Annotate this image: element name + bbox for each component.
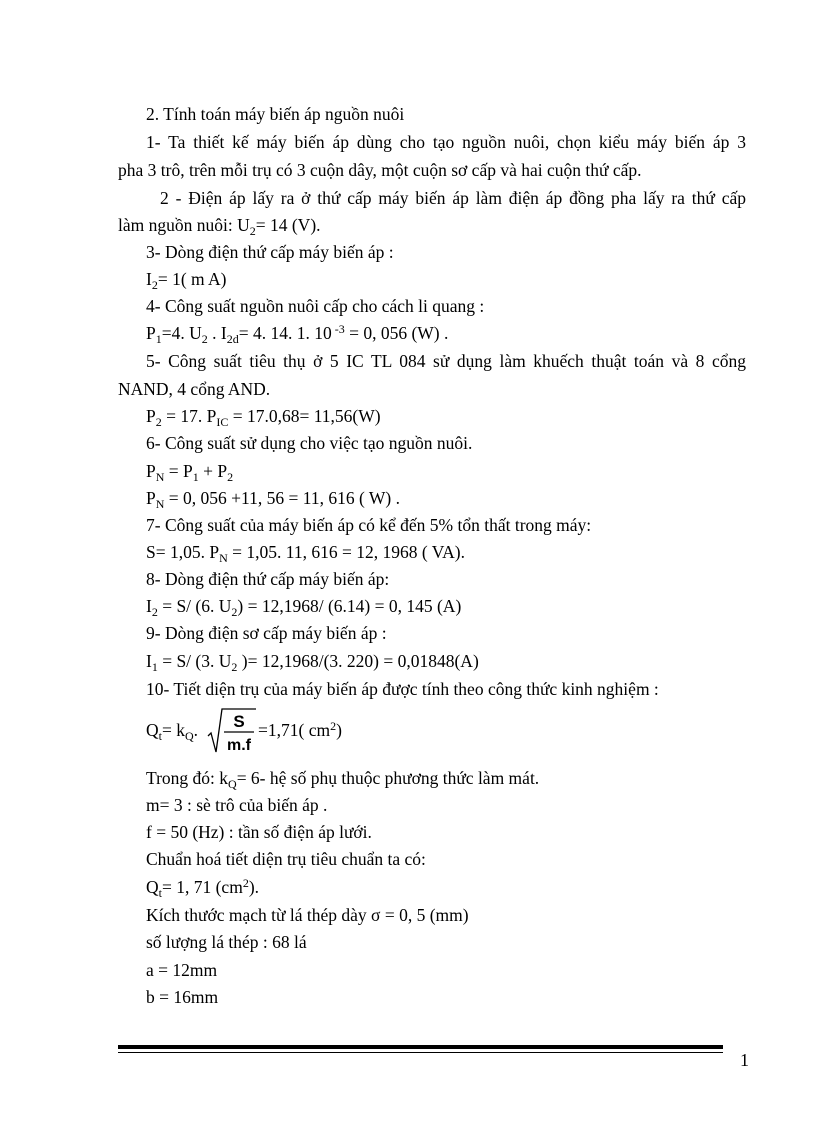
formula-i2-secondary: $I_2 = S/$ (6. $U_2) = 12,1968/$ (6.14) = 0, 145 (A) (146, 596, 462, 619)
square-root-symbol (206, 706, 256, 756)
section-heading: 2. Tính toán máy biến áp nguồn nuôi (146, 104, 405, 124)
formula-pn-sum: $P_N = P_1 + P_2$ (146, 461, 234, 484)
paragraph-5-line-2: NAND, 4 cổng AND. (118, 379, 271, 399)
dimension-a: a = 12mm (146, 960, 218, 980)
formula-p1: $P_1=4$. $U_2$ . $I_{2d}= 4$. 14. 1. 10 $^{-3}$ = 0, 056 (W) . (146, 322, 449, 346)
paragraph-9-title: 9- Dòng điện sơ cấp máy biến áp : (146, 623, 387, 643)
dimension-b: b = 16mm (146, 987, 219, 1007)
paragraph-6-title: 6- Công suất sử dụng cho việc tạo nguồn nuôi. (146, 433, 473, 453)
page-number: 1 (740, 1050, 749, 1070)
m-definition: m= 3 : sè trô của biến áp . (146, 795, 328, 815)
paragraph-1-line-1: 1- Ta thiết kế máy biến áp dùng cho tạo nguồn nuôi, chọn kiểu máy biến áp 3 (146, 132, 746, 152)
paragraph-10-title: 10- Tiết diện trụ của máy biến áp được tính theo công thức kinh nghiệm : (146, 679, 659, 699)
paragraph-5-line-1: 5- Công suất tiêu thụ ở 5 IC TL 084 sử dụng làm khuếch thuật toán và 8 cổng (146, 351, 746, 371)
formula-pn-value: $P_N = 0$, 056 +11, 56 = 11, 616 ( W) . (146, 488, 400, 511)
fraction-denominator: m.f (227, 737, 251, 754)
fraction-numerator: S (233, 712, 245, 731)
formula-qt-standard: $Q_t= 1$, 71 $(cm^2)$. (146, 876, 260, 900)
sheet-count-line: số lượng lá thép : 68 lá (146, 932, 307, 952)
core-size-line: Kích thước mạch từ lá thép dày σ = 0, 5 (mm) (146, 905, 469, 925)
formula-p2: $P_2 = 17$. $P_{IC} = 17.0,68= 11,56(W)$ (146, 406, 381, 429)
formula-qt-sqrt (146, 706, 446, 756)
paragraph-4-title: 4- Công suất nguồn nuôi cấp cho cách li quang : (146, 296, 485, 316)
formula-i2: $I_2= 1$( m A) (146, 269, 227, 292)
formula-qt-prefix: $Q_t= k_Q$. (146, 720, 199, 743)
paragraph-3-title: 3- Dòng điện thứ cấp máy biến áp : (146, 242, 394, 262)
standardize-line: Chuẩn hoá tiết diện trụ tiêu chuẩn ta có: (146, 849, 426, 869)
formula-i1-primary: $I_1 = S/$ (3. $U_2$ )= 12,1968/(3. 220) = 0,01848(A) (146, 651, 479, 674)
footer-rule-thick (118, 1045, 723, 1049)
paragraph-8-title: 8- Dòng điện thứ cấp máy biến áp: (146, 569, 390, 589)
formula-qt-result: =1,71( $cm^2$) (258, 719, 342, 740)
paragraph-2-line-2: làm nguồn nuôi: $U_2= 14$ (V). (118, 215, 321, 238)
paragraph-7-title: 7- Công suất của máy biến áp có kể đến 5% tổn thất trong máy: (146, 515, 592, 535)
footer-rule-thin (118, 1052, 723, 1053)
paragraph-2-line-1: 2 - Điện áp lấy ra ở thứ cấp máy biến áp làm điện áp đồng pha lấy ra thứ cấp (160, 188, 746, 208)
where-kq-line: Trong đó: $k_Q= 6-$ hệ số phụ thuộc phương thức làm mát. (146, 768, 540, 791)
f-definition: f = 50 (Hz) : tần số điện áp lưới. (146, 822, 372, 842)
paragraph-1-line-2: pha 3 trô, trên mỗi trụ có 3 cuộn dây, một cuộn sơ cấp và hai cuộn thứ cấp. (118, 160, 642, 180)
formula-s: S= 1,05. $P_N = 1,05$. 11, 616 = 12, 1968 ( VA). (146, 542, 465, 565)
